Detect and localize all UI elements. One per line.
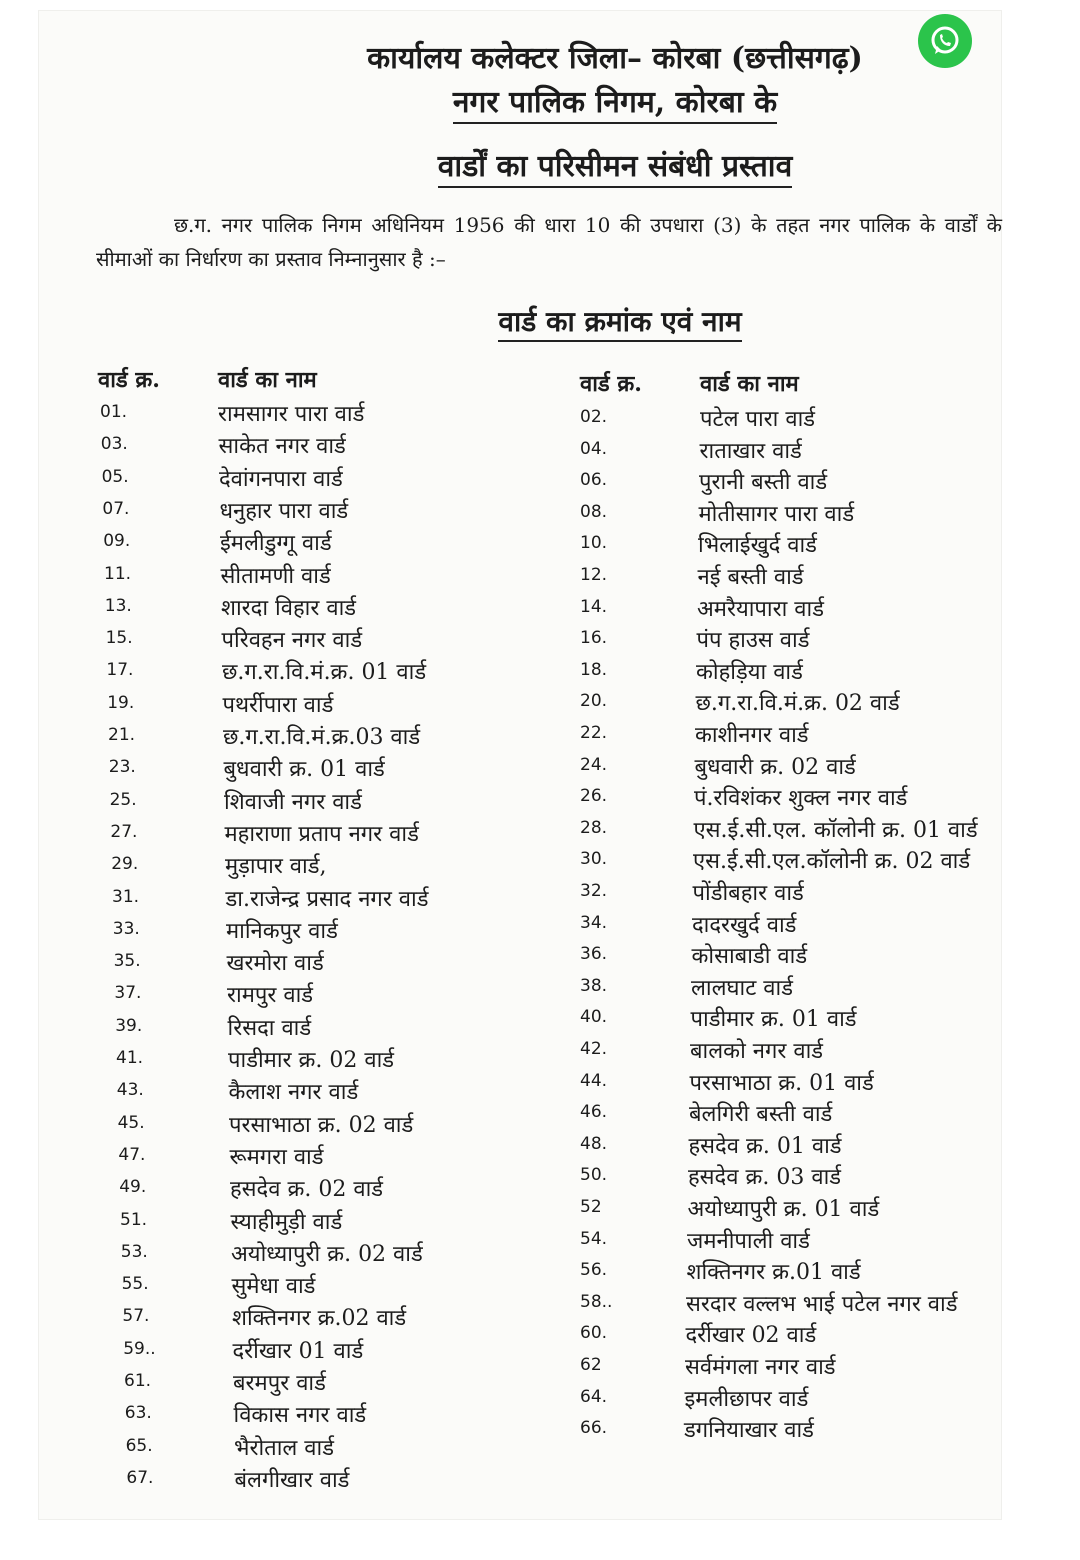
ward-number: 03. — [100, 434, 128, 455]
ward-name: रिसदा वार्ड — [227, 1015, 312, 1041]
ward-name: कैलाश नगर वार्ड — [228, 1080, 359, 1106]
ward-number: 41. — [116, 1048, 144, 1068]
ward-number: 31. — [112, 886, 140, 907]
ward-name: पं.रविशंकर शुक्ल नगर वार्ड — [694, 786, 908, 812]
ward-name: शक्तिनगर क्र.02 वार्ड — [232, 1306, 407, 1332]
ward-name: पाडीमार क्र. 01 वार्ड — [690, 1007, 857, 1033]
ward-number: 56. — [580, 1260, 608, 1281]
ward-number: 18. — [580, 659, 608, 680]
ward-number: 49. — [119, 1177, 147, 1198]
ward-number: 21. — [108, 725, 136, 745]
intro-paragraph: छ.ग. नगर पालिक निगम अधिनियम 1956 की धारा 10 की उपधारा (3) के तहत नगर पालिक के वार्डों के सीमाओं का निर्धारण का प्रस्ताव निम्नानुसार है :– — [96, 213, 1002, 271]
ward-number: 39. — [115, 1015, 143, 1036]
ward-name: देवांगनपारा वार्ड — [219, 466, 343, 492]
ward-number: 64. — [580, 1386, 608, 1407]
ward-name: खरमोरा वार्ड — [226, 951, 324, 977]
ward-number: 23. — [108, 757, 136, 778]
ward-name: हसदेव क्र. 01 वार्ड — [688, 1133, 842, 1159]
ward-number: 53. — [120, 1241, 148, 1262]
ward-number: 63. — [124, 1403, 152, 1424]
ward-number: 54. — [580, 1228, 608, 1249]
ward-name: विकास नगर वार्ड — [233, 1403, 367, 1429]
ward-name: अयोध्यापुरी क्र. 01 वार्ड — [687, 1197, 880, 1222]
ward-name: बेलगिरी बस्ती वार्ड — [689, 1102, 833, 1128]
ward-name: परसाभाठा क्र. 02 वार्ड — [229, 1112, 414, 1138]
ward-number: 01. — [100, 402, 128, 422]
ward-number: 33. — [112, 918, 140, 939]
ward-name: सीतामणी वार्ड — [220, 563, 331, 589]
ward-number: 37. — [114, 983, 142, 1004]
ward-name: शक्तिनगर क्र.01 वार्ड — [686, 1260, 861, 1286]
ward-number: 26. — [580, 786, 608, 807]
ward-number: 04. — [580, 438, 608, 459]
ward-name: दर्रीखार 01 वार्ड — [232, 1338, 364, 1364]
left-column-name-header: वार्ड का नाम — [218, 367, 317, 393]
ward-number: 08. — [580, 501, 608, 522]
ward-number: 50. — [580, 1165, 608, 1186]
ward-name: एस.ई.सी.एल.कॉलोनी क्र. 02 वार्ड — [693, 849, 971, 875]
ward-number: 16. — [580, 628, 608, 649]
ward-number: 24. — [580, 754, 608, 775]
ward-name: शिवाजी नगर वार्ड — [224, 789, 362, 815]
ward-name: छ.ग.रा.वि.मं.क्र. 02 वार्ड — [695, 691, 900, 717]
ward-number: 25. — [109, 789, 137, 810]
ward-name: पंप हाउस वार्ड — [696, 628, 810, 654]
ward-number: 20. — [580, 691, 608, 712]
ward-number: 10. — [580, 533, 608, 554]
ward-name: साकेत नगर वार्ड — [218, 434, 346, 460]
ward-number: 52 — [580, 1197, 602, 1217]
ward-name: मुड़ापार वार्ड, — [225, 854, 327, 880]
ward-number: 66. — [580, 1418, 608, 1439]
ward-number: 58.. — [580, 1291, 613, 1312]
ward-name: दादरखुर्द वार्ड — [692, 912, 797, 938]
ward-number: 61. — [124, 1371, 152, 1391]
ward-name: पथर्रीपारा वार्ड — [222, 692, 334, 718]
ward-number: 14. — [580, 596, 608, 617]
ward-name: पोंडीबहार वार्ड — [692, 881, 804, 906]
ward-number: 17. — [106, 660, 134, 681]
ward-number: 44. — [580, 1070, 608, 1091]
ward-number: 45. — [117, 1112, 145, 1133]
ward-name: लालघाट वार्ड — [691, 975, 794, 1001]
ward-name: पटेल पारा वार्ड — [700, 407, 816, 432]
ward-name: महाराणा प्रताप नगर वार्ड — [224, 821, 419, 847]
right-column-name-header: वार्ड का नाम — [700, 371, 799, 397]
left-column-number-header: वार्ड क्र. — [98, 367, 160, 393]
ward-name: छ.ग.रा.वि.मं.क्र. 01 वार्ड — [222, 660, 427, 686]
ward-name: छ.ग.रा.वि.मं.क्र.03 वार्ड — [223, 725, 421, 750]
ward-number: 40. — [580, 1007, 608, 1028]
ward-number: 48. — [580, 1133, 608, 1154]
ward-name: परसाभाठा क्र. 01 वार्ड — [689, 1070, 874, 1096]
ward-name: बंलगीखार वार्ड — [234, 1467, 350, 1493]
ward-name: सर्वमंगला नगर वार्ड — [685, 1355, 836, 1380]
ward-number: 42. — [580, 1039, 608, 1059]
ward-number: 30. — [580, 849, 608, 870]
ward-name: बुधवारी क्र. 02 वार्ड — [694, 754, 856, 780]
ward-name: जमनीपाली वार्ड — [687, 1228, 810, 1254]
ward-number: 09. — [103, 531, 131, 552]
ward-name: राताखार वार्ड — [699, 438, 802, 464]
ward-name: भैरोताल वार्ड — [234, 1435, 335, 1461]
ward-name: सुमेधा वार्ड — [231, 1274, 316, 1300]
ward-name: रूमगरा वार्ड — [229, 1144, 324, 1170]
ward-number: 36. — [580, 944, 608, 965]
ward-number: 06. — [580, 470, 608, 491]
header-corporation-line: नगर पालिक निगम, कोरबा के — [0, 80, 1080, 121]
ward-name: अयोध्यापुरी क्र. 02 वार्ड — [231, 1241, 423, 1267]
ward-name: बरमपुर वार्ड — [233, 1371, 326, 1396]
ward-name: दर्रीखार 02 वार्ड — [685, 1323, 817, 1349]
ward-number: 67. — [126, 1467, 154, 1488]
ward-number: 32. — [580, 881, 608, 901]
ward-name: सरदार वल्लभ भाई पटेल नगर वार्ड — [686, 1291, 958, 1317]
ward-number: 65. — [125, 1435, 153, 1456]
ward-name: भिलाईखुर्द वार्ड — [698, 533, 817, 559]
ward-number: 59.. — [123, 1338, 156, 1359]
ward-number: 22. — [580, 723, 608, 743]
header-office-line: कार्यालय कलेक्टर जिला– कोरबा (छत्तीसगढ़) — [367, 41, 863, 76]
ward-name: बालको नगर वार्ड — [690, 1039, 824, 1064]
ward-number: 35. — [113, 951, 141, 972]
ward-number: 12. — [580, 565, 608, 585]
ward-number: 62 — [580, 1355, 602, 1375]
ward-name: एस.ई.सी.एल. कॉलोनी क्र. 01 वार्ड — [693, 817, 978, 843]
ward-number: 51. — [120, 1209, 148, 1230]
ward-number: 15. — [105, 628, 133, 649]
ward-name: ईमलीडुग्गू वार्ड — [220, 531, 332, 557]
ward-number: 02. — [580, 407, 608, 427]
ward-name: मानिकपुर वार्ड — [226, 918, 338, 944]
ward-name: हसदेव क्र. 02 वार्ड — [230, 1177, 384, 1203]
ward-number: 43. — [116, 1080, 144, 1101]
ward-number: 46. — [580, 1102, 608, 1123]
ward-number: 13. — [104, 595, 132, 616]
section-title: वार्ड का क्रमांक एवं नाम — [0, 302, 1080, 340]
ward-number: 19. — [107, 692, 135, 713]
ward-name: डा.राजेन्द्र प्रसाद नगर वार्ड — [225, 886, 429, 912]
ward-name: हसदेव क्र. 03 वार्ड — [688, 1165, 842, 1191]
ward-name: कोसाबाडी वार्ड — [691, 944, 808, 970]
ward-name: पाडीमार क्र. 02 वार्ड — [228, 1048, 395, 1073]
ward-number: 55. — [121, 1274, 149, 1295]
ward-name: मोतीसागर पारा वार्ड — [698, 501, 855, 527]
ward-number: 07. — [102, 498, 130, 519]
ward-number: 05. — [101, 466, 129, 487]
ward-name: धनुहार पारा वार्ड — [219, 498, 349, 524]
ward-name: रामपुर वार्ड — [227, 983, 314, 1009]
ward-number: 34. — [580, 912, 608, 933]
ward-number: 11. — [104, 563, 132, 584]
ward-name: परिवहन नगर वार्ड — [221, 628, 363, 654]
ward-number: 28. — [580, 817, 608, 838]
ward-number: 29. — [111, 854, 139, 875]
ward-name: शारदा विहार वार्ड — [221, 595, 357, 621]
document-title: वार्डों का परिसीमन संबंधी प्रस्ताव — [0, 144, 1080, 185]
ward-number: 38. — [580, 975, 608, 996]
ward-name: काशीनगर वार्ड — [695, 723, 809, 748]
ward-name: स्याहीमुड़ी वार्ड — [230, 1209, 343, 1235]
ward-name: इमलीछापर वार्ड — [684, 1386, 809, 1412]
ward-name: अमरैयापारा वार्ड — [697, 596, 825, 622]
ward-name: नई बस्ती वार्ड — [697, 565, 804, 590]
ward-number: 47. — [118, 1144, 146, 1165]
ward-number: 60. — [580, 1323, 608, 1344]
ward-name: पुरानी बस्ती वार्ड — [699, 470, 828, 496]
ward-name: डगनियाखार वार्ड — [684, 1418, 814, 1444]
ward-name: रामसागर पारा वार्ड — [218, 402, 365, 427]
ward-name: कोहड़िया वार्ड — [696, 659, 803, 685]
ward-number: 27. — [110, 821, 138, 842]
ward-name: बुधवारी क्र. 01 वार्ड — [223, 757, 385, 783]
ward-number: 57. — [122, 1306, 150, 1327]
right-column-number-header: वार्ड क्र. — [580, 371, 642, 397]
